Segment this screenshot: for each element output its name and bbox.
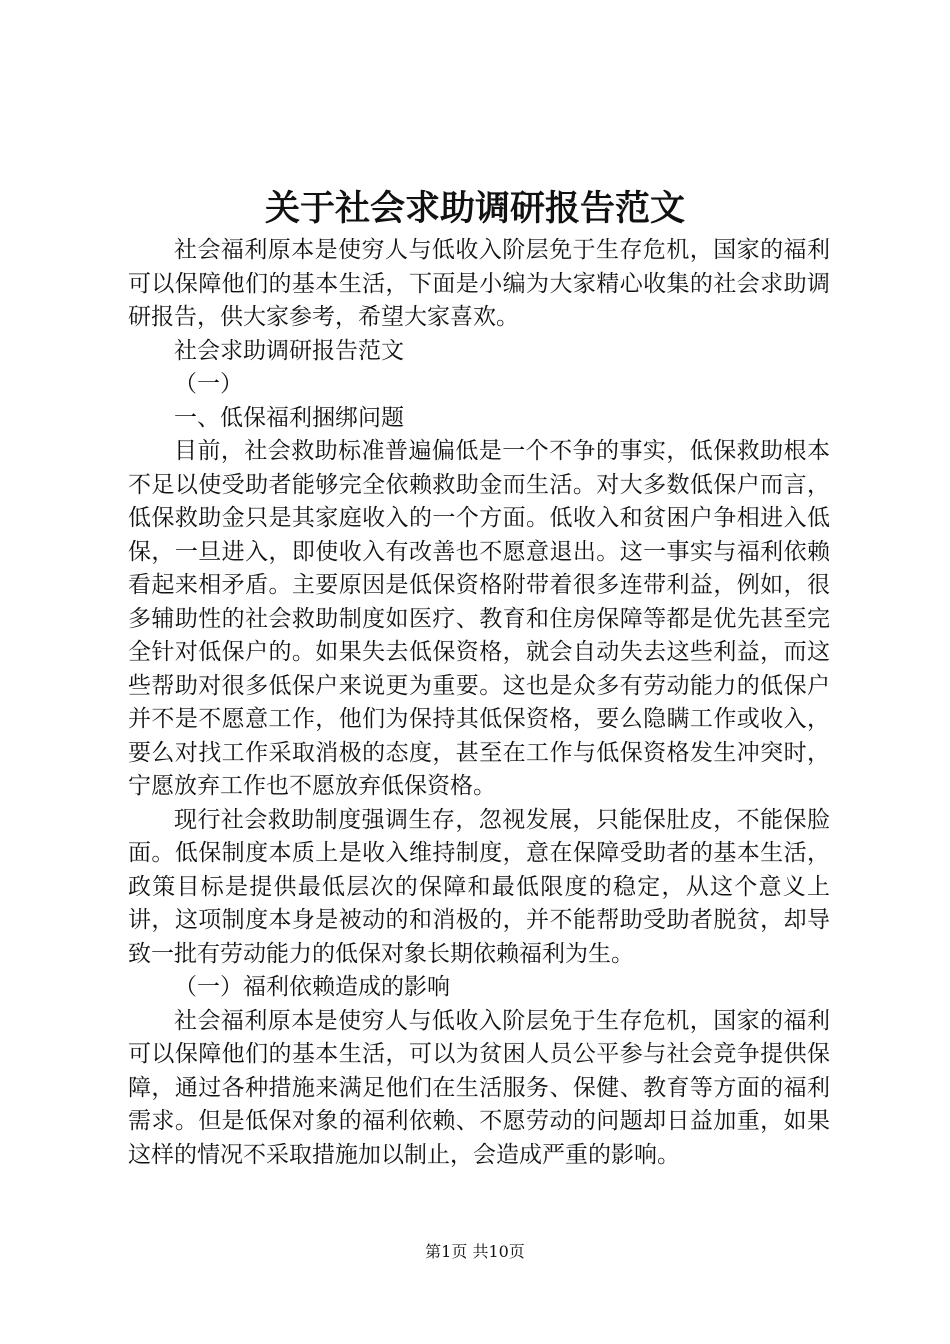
paragraph-body-3: 社会福利原本是使穷人与低收入阶层免于生存危机，国家的福利可以保障他们的基本生活，可以为贫困人员公平参与社会竞争提供保障，通过各种措施来满足他们在生活服务、保健、教育等方面的福利需求。但是低保对象的福利依赖、不愿劳动的问题却日益加重，如果这样的情况不采取措施加以制止，会造成严重的影响。	[128, 1007, 830, 1168]
paragraph-body-2: 现行社会救助制度强调生存，忽视发展，只能保肚皮，不能保脸面。低保制度本质上是收入维持制度，意在保障受助者的基本生活，政策目标是提供最低层次的保障和最低限度的稳定，从这个意义上讲，这项制度本身是被动的和消极的，并不能帮助受助者脱贫，却导致一批有劳动能力的低保对象长期依赖福利为生。	[128, 806, 830, 967]
paragraph-heading-1: 一、低保福利捆绑问题	[174, 404, 404, 431]
paragraph-section-number: （一）	[174, 371, 243, 397]
page-footer: 第1页 共10页	[425, 1242, 525, 1261]
paragraph-intro: 社会福利原本是使穷人与低收入阶层免于生存危机，国家的福利可以保障他们的基本生活，下面是小编为大家精心收集的社会求助调研报告，供大家参考，希望大家喜欢。	[128, 237, 830, 330]
paragraph-subheading: （一）福利依赖造成的影响	[174, 974, 450, 1000]
paragraph-subtitle: 社会求助调研报告范文	[174, 337, 404, 364]
document-body	[128, 234, 830, 1172]
paragraph-body-1: 目前，社会救助标准普遍偏低是一个不争的事实，低保救助根本不足以使受助者能够完全依赖救助金而生活。对大多数低保户而言，低保救助金只是其家庭收入的一个方面。低收入和贫困户争相进入低保，一旦进入，即使收入有改善也不愿意退出。这一事实与福利依赖看起来相矛盾。主要原因是低保资格附带着很多连带利益，例如，很多辅助性的社会救助制度如医疗、教育和住房保障等都是优先甚至完全针对低保户的。如果失去低保资格，就会自动失去这些利益，而这些帮助对很多低保户来说更为重要。这也是众多有劳动能力的低保户并不是不愿意工作，他们为保持其低保资格，要么隐瞒工作或收入，要么对找工作采取消极的态度，甚至在工作与低保资格发生冲突时，宁愿放弃工作也不愿放弃低保资格。	[128, 438, 830, 799]
page-title: 关于社会求助调研报告范文	[264, 188, 685, 229]
